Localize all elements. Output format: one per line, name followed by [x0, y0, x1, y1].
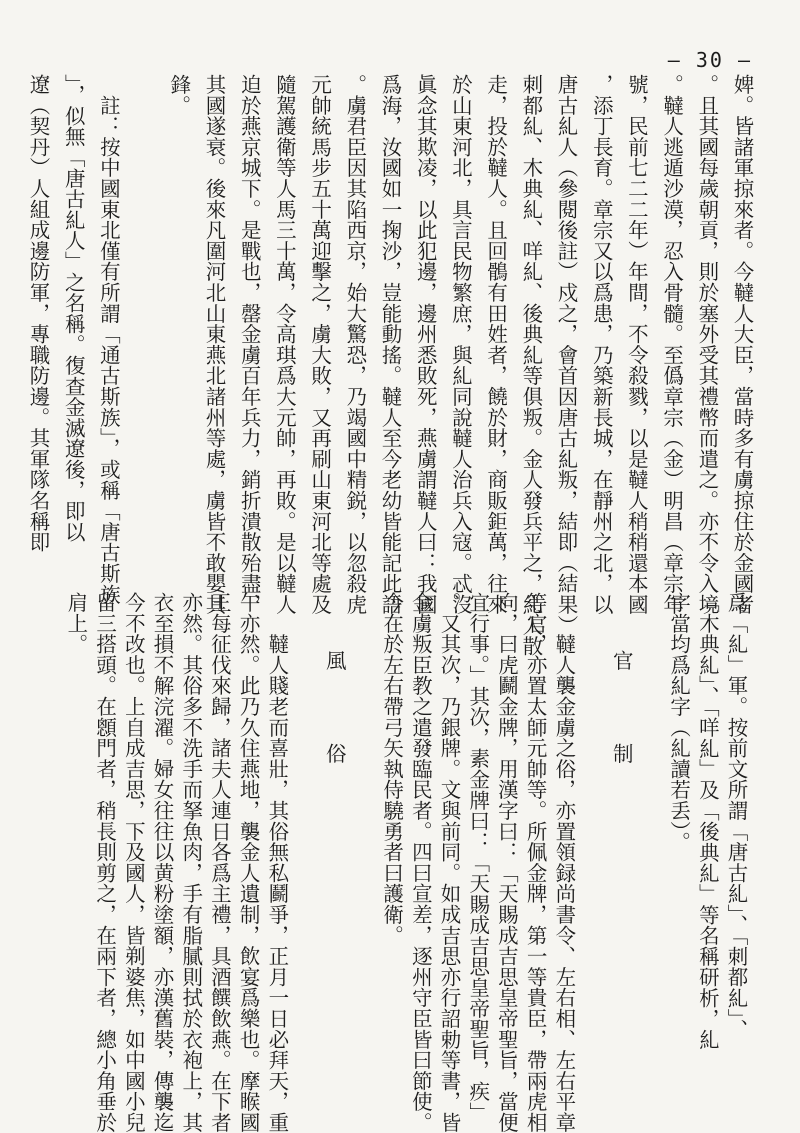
text-column: 向，曰虎鬬金牌，用漢字曰：「天賜成吉思皇帝聖旨，當便 — [494, 592, 519, 1133]
text-column: 今不改也。上自成吉思，下及國人，皆剃婆焦，如中國小兒 — [121, 592, 146, 1133]
text-column: 註：按中國東北僅有所謂「通古斯族」，或稱「唐古斯族 — [96, 74, 121, 605]
text-column: 唐古糺人（參閱後註）戍之，會首因唐古糺叛，結即（結果） — [554, 74, 578, 636]
text-column: 」，似無「唐古糺人」之名稱。復查金滅遼後，即以 — [61, 74, 86, 543]
text-column: 王每征伐來歸，諸夫人連日各爲主禮，具酒饌飲燕。在下者 — [207, 592, 232, 1133]
text-column: 其國遂衰。後來凡圍河北山東燕北諸州等處，虜皆不敢嬰其 — [202, 74, 226, 615]
text-column: 留三搭頭。在顖門者，稍長則剪之，在兩下者，總小角垂於 — [92, 592, 117, 1133]
text-column: 眞念其欺凌，以此犯邊，邊州悉敗死，燕虜謂韃人曰：我國 — [413, 74, 438, 615]
text-column: 亦然。其俗多不洗手而拏魚肉，手有脂膩則拭於衣袍上，其 — [178, 592, 203, 1133]
text-column: 。且其國每歲朝貢，則於塞外受其禮幣而遣之。亦不令入境 — [694, 74, 719, 615]
text-column: 鋒。 — [166, 74, 191, 116]
text-column: 。又其次，乃銀牌。文與前同。如成吉思亦行詔勅等書，皆 — [437, 592, 461, 1133]
text-column: 元帥統馬步五十萬迎擊之，虜大敗，又再刷山東河北等處及 — [307, 74, 332, 615]
text-column: 。韃人逃遁沙漠，忍入骨髓。至僞章宗（金）明昌（章宗年 — [659, 74, 684, 615]
text-column: 遼（契丹）人組成邊防軍，專職防邊。其軍隊名稱即 — [26, 74, 50, 553]
text-column: 韃人襲金虜之俗，亦置領録尚書令、左右相、左右平章 — [551, 592, 576, 1133]
text-column: 號，民前七二二年）年間，不令殺戮，以是韃人稍稍還本國 — [624, 74, 649, 615]
text-column: 韃人賤老而喜壯，其俗無私鬬爭，正月一日必拜天，重 — [264, 592, 289, 1133]
text-column: 午亦然。此乃久住燕地，襲金人遺制，飲宴爲樂也。摩睺國 — [236, 592, 261, 1133]
text-column: 「木典糺」、「咩糺」及「後典糺」等名稱研析，糺 — [695, 592, 720, 1050]
text-column: 走，投於韃人。且回鶻有田姓者，饒於財，商販鉅萬，往來 — [483, 74, 508, 615]
text-column: ，添丁長育。章宗又以爲患，乃築新長城，在靜州之北，以 — [589, 74, 614, 615]
text-column: 刺都糺、木典糺、咩糺、後典糺等俱叛。金人發兵平之，糺人散 — [518, 74, 543, 657]
text-column: 宜行事。」其次，素金牌曰：「天賜成吉思皇帝聖旨，疾」 — [465, 592, 490, 1123]
text-column: 字當均爲糺字（糺讀若丢）。 — [666, 592, 691, 853]
text-column: 爲海，汝國如一掬沙，豈能動搖。韃人至今老幼皆能記此語 — [378, 74, 402, 615]
text-column: 爲「糺」軍。按前文所謂「唐古糺」、「刺都糺」、 — [724, 592, 748, 1040]
section-heading: 官 制 — [609, 650, 634, 790]
text-column: 衣至損不解浣濯。婦女往往以黄粉塗額，亦漢舊裝，傳襲迄 — [150, 592, 174, 1133]
text-column: 婢。皆諸軍掠來者。今韃人大臣，當時多有虜掠住於金國者 — [730, 74, 754, 615]
text-column: 。虜君臣因其陷西京，始大驚恐，乃竭國中精鋭，以忽殺虎 — [342, 74, 367, 615]
text-column: 今在於左右帶弓矢執侍驍勇者曰護衛。 — [379, 592, 404, 946]
text-column: 於山東河北，具言民物繁庶，與糺同說韃人治兵入寇。忒沒 — [448, 74, 473, 615]
text-column: 迫於燕京城下。是戰也，罄金虜百年兵力，銷折潰散殆盡， — [237, 74, 262, 615]
text-column: 等官，亦置太師元帥等。所佩金牌，第一等貴臣，帶兩虎相 — [523, 592, 548, 1133]
page-number: — 30 — — [667, 48, 752, 72]
text-column: 金虜叛臣教之遣發臨民者。四曰宣差，逐州守臣皆曰節使。 — [408, 592, 433, 1133]
text-column: 隨駕護衛等人馬三十萬，令高琪爲大元帥，再敗。是以韃人 — [272, 74, 297, 615]
text-column: 肩上。 — [63, 592, 88, 655]
section-heading: 風 俗 — [322, 650, 347, 790]
